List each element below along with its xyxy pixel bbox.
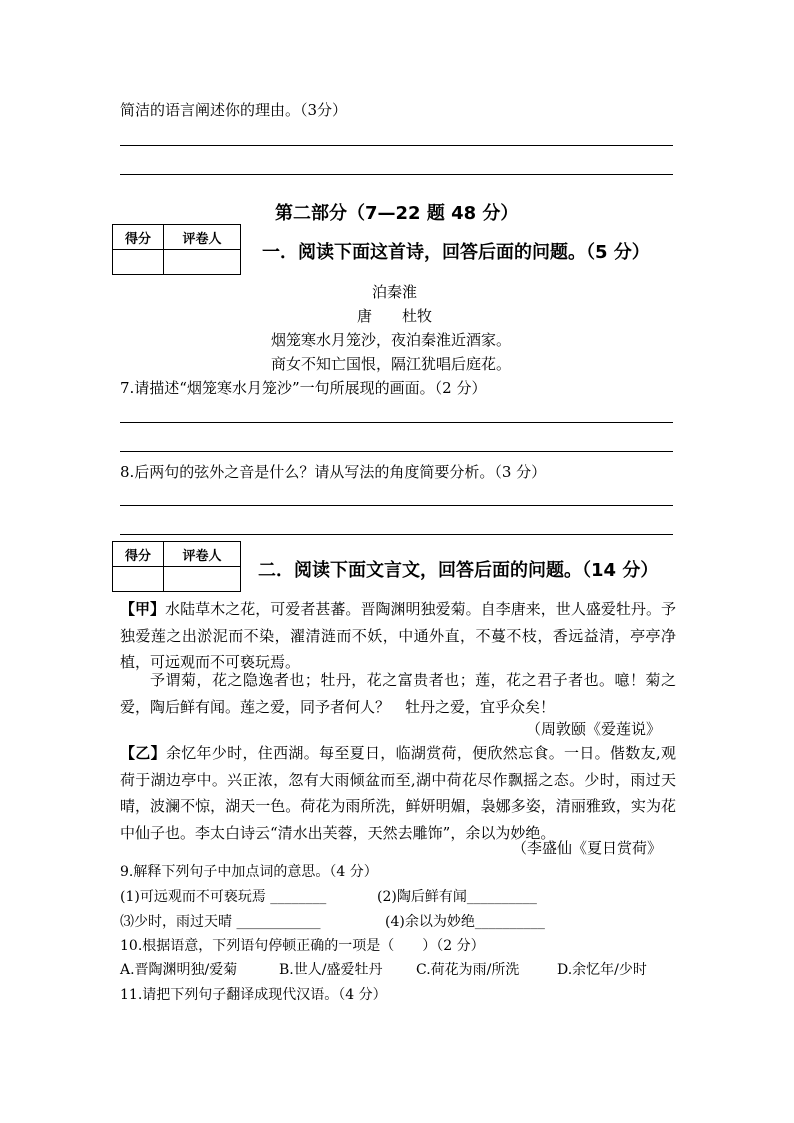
- grader-label: 评卷人: [164, 225, 241, 250]
- answer-line: [120, 422, 673, 423]
- answer-line: [120, 505, 673, 506]
- question-11: 11.请把下列句子翻译成现代汉语。（4 分）: [120, 987, 387, 1003]
- poem-author: 唐 杜牧: [357, 307, 433, 325]
- passage-jia-paragraph-1: [120, 596, 676, 676]
- answer-line: [120, 451, 673, 452]
- poem-line-2: 商女不知亡国恨，隔江犹唱后庭花。: [271, 355, 512, 373]
- q10-option-c: C.荷花为雨/所洗: [416, 962, 520, 978]
- grader-label: 评卷人: [164, 542, 241, 567]
- q10-option-d: D.余忆年/少时: [557, 962, 647, 978]
- passage-jia-source: （周敦颐《爱莲说》: [526, 720, 662, 738]
- part2-title: 第二部分（7—22 题 48 分）: [275, 203, 519, 224]
- passage-yi-tag: 【乙】: [120, 744, 166, 762]
- q9-item-2: (2)陶后鲜有闻__________: [377, 889, 537, 905]
- section1-heading: 一．阅读下面这首诗，回答后面的问题。（5 分）: [262, 242, 650, 263]
- question-8: 8.后两句的弦外之音是什么？请从写法的角度简要分析。（3 分）: [120, 463, 547, 481]
- passage-yi-source: （李盛仙《夏日赏荷》: [512, 839, 663, 857]
- score-cell[interactable]: [113, 567, 164, 592]
- grader-cell[interactable]: [164, 250, 241, 275]
- q9-item-3: ⑶少时，雨过天晴 ____________: [120, 914, 321, 930]
- q6-tail-text: 简洁的语言阐述你的理由。（3分）: [120, 101, 348, 119]
- passage-yi-text: 余忆年少时，住西湖。每至夏日，临湖赏荷，便欣然忘食。一日。偕数友,观荷于湖边亭中。兴正浓，忽有大雨倾盆而至,湖中荷花尽作飘摇之态。少时，雨过天晴，波澜不惊，湖天一色。荷花为雨所洗，鲜妍明媚，袅娜多姿，清丽雅致，实为花中仙子也。李太白诗云“清水出芙蓉，天然去雕饰”，余以为妙绝。: [120, 744, 676, 842]
- passage-jia-text-1: 水陆草木之花，可爱者甚蕃。晋陶渊明独爱菊。自李唐来，世人盛爱牡丹。予独爱莲之出淤泥而不染，濯清涟而不妖，中通外直，不蔓不枝，香远益清，亭亭净植，可远观而不可亵玩焉。: [120, 600, 676, 671]
- q9-item-1: (1)可远观而不可亵玩焉 ________: [120, 889, 327, 905]
- question-9: 9.解释下列句子中加点词的意思。（4 分）: [120, 864, 378, 880]
- question-7: 7.请描述“烟笼寒水月笼沙”一句所展现的画面。（2 分）: [120, 379, 487, 397]
- answer-line: [120, 534, 673, 535]
- grader-cell[interactable]: [164, 567, 241, 592]
- answer-line: [120, 145, 673, 146]
- score-box: [112, 541, 241, 592]
- score-cell[interactable]: [113, 250, 164, 275]
- q9-item-4: (4)余以为妙绝__________: [385, 914, 545, 930]
- section2-heading: 二．阅读下面文言文，回答后面的问题。（14 分）: [258, 560, 659, 581]
- passage-jia-paragraph-2: 予谓菊，花之隐逸者也；牡丹，花之富贵者也；莲，花之君子者也。噫！菊之爱，陶后鲜有闻。莲之爱，同予者何人？ 牡丹之爱，宜乎众矣！: [120, 671, 676, 716]
- answer-line: [120, 174, 673, 175]
- poem-line-1: 烟笼寒水月笼沙，夜泊秦淮近酒家。: [271, 331, 512, 349]
- poem-title: 泊秦淮: [372, 283, 418, 301]
- q10-option-b: B.世人/盛爱牡丹: [279, 962, 383, 978]
- score-box: [112, 224, 241, 275]
- question-10: 10.根据语意，下列语句停顿正确的一项是（ ）（2 分）: [120, 938, 485, 954]
- passage-yi-paragraph: [120, 740, 676, 846]
- score-label: 得分: [113, 225, 164, 250]
- score-label: 得分: [113, 542, 164, 567]
- q10-option-a: A.晋陶渊明独/爱菊: [120, 962, 238, 978]
- passage-jia-tag: 【甲】: [120, 600, 166, 618]
